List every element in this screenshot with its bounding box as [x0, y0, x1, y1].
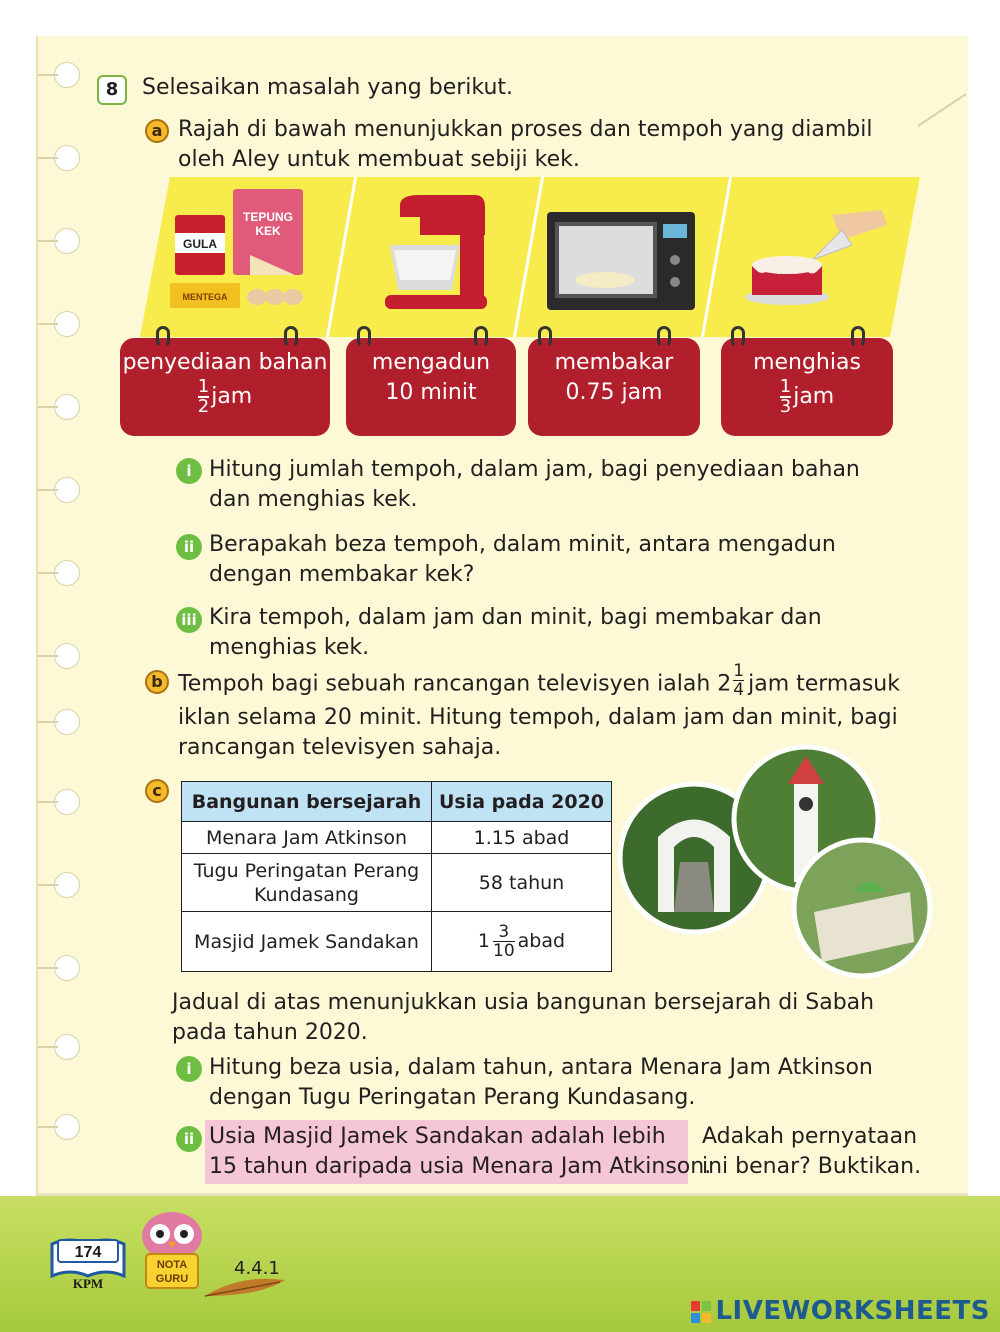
table-row: Masjid Jamek Sandakan 1 $\frac{3}{10}$ abad [182, 912, 612, 972]
table-row: Tugu Peringatan Perang Kundasang 58 tahun [182, 854, 612, 912]
part-a-badge: a [145, 119, 169, 143]
mixer-illustration [380, 195, 490, 315]
svg-text:NOTA: NOTA [156, 1259, 188, 1271]
part-c-q1-line2: dengan Tugu Peringatan Perang Kundasang. [209, 1085, 696, 1110]
part-b-badge: b [145, 670, 169, 694]
svg-text:KPM: KPM [72, 1276, 104, 1290]
historical-buildings-photos [618, 742, 938, 980]
table-row: Menara Jam Atkinson 1.15 abad [182, 822, 612, 854]
oven-illustration [547, 212, 695, 312]
part-a-q2-badge: ii [176, 534, 202, 560]
part-a-q2-line1: Berapakah beza tempoh, dalam minit, antara mengadun [209, 532, 836, 557]
svg-text:174: 174 [74, 1244, 102, 1261]
part-c-q1-line1: Hitung beza usia, dalam tahun, antara Menara Jam Atkinson [209, 1055, 873, 1080]
part-c-q2-tail-line1: Adakah pernyataan [702, 1124, 918, 1149]
table-header: Usia pada 2020 [432, 782, 612, 822]
part-c-q2-statement-line1: Usia Masjid Jamek Sandakan adalah lebih [209, 1124, 666, 1149]
part-a-q3-line1: Kira tempoh, dalam jam dan minit, bagi membakar dan [209, 605, 822, 630]
part-a-q1-line1: Hitung jumlah tempoh, dalam jam, bagi penyediaan bahan [209, 457, 860, 482]
tag-menghias: menghias $\frac{1}{3}$ jam [721, 338, 893, 436]
part-b-line3: rancangan televisyen sahaja. [178, 735, 502, 760]
part-c-desc-line1: Jadual di atas menunjukkan usia bangunan bersejarah di Sabah [172, 990, 875, 1015]
svg-text:MENTEGA: MENTEGA [182, 292, 228, 302]
part-c-q2-tail-line2: ini benar? Buktikan. [702, 1154, 922, 1179]
part-a-q1-badge: i [176, 458, 202, 484]
part-a-q1-line2: dan menghias kek. [209, 487, 418, 512]
svg-text:KEK: KEK [255, 224, 281, 238]
tag-membakar: membakar 0.75 jam [528, 338, 700, 436]
instruction: Selesaikan masalah yang berikut. [142, 75, 514, 100]
tag-mengadun: mengadun 10 minit [346, 338, 516, 436]
margin-line [36, 36, 38, 1196]
tag-penyediaan-bahan: penyediaan bahan $\frac{1}{2}$ jam [120, 338, 330, 436]
historical-buildings-table [181, 781, 612, 972]
part-b-line2: iklan selama 20 minit. Hitung tempoh, dalam jam dan minit, bagi [178, 705, 898, 730]
svg-text:GULA: GULA [183, 237, 217, 251]
liveworksheets-watermark: LIVEWORKSHEETS [691, 1296, 990, 1326]
part-c-desc-line2: pada tahun 2020. [172, 1020, 368, 1045]
part-c-q2-badge: ii [176, 1126, 202, 1152]
table-header: Bangunan bersejarah [182, 782, 432, 822]
part-a-intro-line1: Rajah di bawah menunjukkan proses dan tempoh yang diambil [178, 117, 873, 142]
part-b-line1: Tempoh bagi sebuah rancangan televisyen ialah 2 $\frac{1}{4}$ jam termasuk [178, 661, 900, 700]
part-c-q1-badge: i [176, 1056, 202, 1082]
book-icon [48, 1234, 130, 1290]
question-number: 8 [97, 75, 127, 105]
page-fold-icon [908, 36, 968, 136]
liveworksheets-logo-icon [691, 1301, 711, 1323]
cake-decorating-illustration [742, 205, 892, 310]
learning-standard: 4.4.1 [234, 1258, 280, 1279]
part-a-q2-line2: dengan membakar kek? [209, 562, 475, 587]
part-a-q3-badge: iii [176, 607, 202, 633]
svg-text:TEPUNG: TEPUNG [242, 210, 294, 224]
ingredients-illustration [165, 185, 315, 320]
svg-text:GURU: GURU [155, 1273, 189, 1285]
part-a-intro-line2: oleh Aley untuk membuat sebiji kek. [178, 147, 580, 172]
part-a-q3-line2: menghias kek. [209, 635, 370, 660]
part-c-q2-statement-line2: 15 tahun daripada usia Menara Jam Atkinson. [209, 1154, 712, 1179]
feather-icon [200, 1274, 290, 1304]
part-c-badge: c [145, 779, 169, 803]
